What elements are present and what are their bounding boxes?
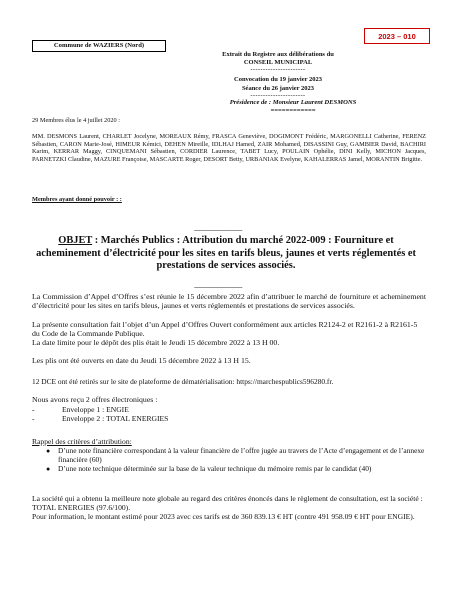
envelope-2: [32, 414, 168, 423]
reference-box: 2023 – 010: [364, 28, 430, 44]
members-proxy: Membres ayant donné pouvoir : :: [32, 196, 122, 203]
members-count: 29 Membres élus le 4 juillet 2020 :: [32, 117, 120, 124]
objet-rule-bottom: --------------------------------: [194, 285, 242, 291]
envelope-2-text: Enveloppe 2 : TOTAL ENERGIES: [62, 414, 169, 423]
register-header: [218, 51, 338, 99]
commune-box: Commune de WAZIERS (Nord): [32, 40, 166, 52]
criteria-item-text: D’une note technique déterminée sur la base de la valeur technique du mémoire remis par le candidat (40): [58, 463, 372, 473]
members-list: MM. DESMONS Laurent, CHARLET Jocelyne, MOREAUX Rémy, FRASCA Geneviève, DOGIMONT Frédéric, MARGONELLI Catherine, FERENZ Sébastien, CARON Marie-José, HIMEUR Kémici, DEHEN Mireille, IDLHAJ Hamed, ZAIR Mohamed, DISASSINI Guy, GAMBIER David, BACHIRI Karim, KERRAR Maggy, CINQUEMANI Sébastien, CORDIER Laurence, TABET Lucy, POULAIN Ophélie, DINI Kelly, MICHON Jacques, PARNETZKI Claudine, MAZURE Françoise, MASCARTE Roger, DESORT Betty, URBANIAK Evelyne, KAHALERRAS Jamel, MORANTIN Brigitte.: [32, 133, 426, 163]
criteria-item: [46, 465, 426, 474]
objet-heading: [30, 235, 422, 273]
presidency-text: Présidence de : Monsieur Laurent DESMONS: [229, 99, 357, 106]
session-date: Séance du 26 janvier 2023: [241, 84, 315, 92]
paragraph-winner: La société qui a obtenu la meilleure note globale au regard des critères énoncés dans le règlement de consultation, est la société : TOTAL ENERGIES (97.6/100).: [32, 494, 423, 512]
criteria-item-text: D’une note financière correspondant à la valeur financière de l’offre jugée au travers de l’Acte d’engagement et de l’annexe financière (60): [58, 446, 425, 464]
objet-text: : Marchés Publics : Attribution du marché 2022-009 : Fourniture et acheminement d’électricité pour les sites en tarifs bleus, jaunes et verts réglementés et prestations de services associés.: [36, 235, 416, 272]
criteria-list: [46, 447, 426, 473]
paragraph-dce: 12 DCE ont été retirés sur le site de plateforme de dématérialisation: https://marchespublics596280.fr.: [32, 377, 334, 386]
paragraph-consultation: La présente consultation fait l’objet d’un Appel d’Offres Ouvert conformément aux articles R2124-2 et R2161-2 à R2161-5 du Code de la Commande Publique.: [32, 320, 418, 339]
council-title: CONSEIL MUNICIPAL: [243, 59, 313, 67]
objet-label: OBJET: [58, 235, 93, 246]
objet-rule-top: --------------------------------: [194, 228, 242, 234]
paragraph-opening: Les plis ont été ouverts en date du Jeudi 15 décembre 2022 à 13 H 15.: [32, 356, 251, 365]
dash: -: [32, 414, 35, 423]
paragraph-commission: La Commission d’Appel d’Offres s’est réunie le 15 décembre 2022 afin d’attribuer le marché de fourniture et acheminement d’électricité pour les sites en tarifs bleus, jaunes et verts réglementés et prestations de services associés.: [32, 292, 426, 311]
register-line-1: Extrait du Registre aux délibérations du: [222, 51, 334, 58]
presidency-rule: ============: [270, 107, 316, 114]
envelope-1: [32, 405, 129, 414]
dash: -: [32, 405, 35, 414]
bullet-disc-icon: ●: [46, 447, 51, 455]
convocation-date: Convocation du 19 janvier 2023: [234, 76, 322, 84]
paragraph-estimate: Pour information, le montant estimé pour 2023 avec ces tarifs est de 360 839.13 € HT (contre 491 958.09 € HT pour ENGIE).: [32, 512, 415, 521]
paragraph-deadline: La date limite pour le dépôt des plis était le Jeudi 15 décembre 2022 à 13 H 00.: [32, 338, 280, 347]
bullet-disc-icon: ●: [46, 464, 51, 473]
criteria-item: [46, 447, 426, 465]
paragraph-offers: Nous avons reçu 2 offres électroniques :: [32, 395, 158, 404]
envelope-1-text: Enveloppe 1 : ENGIE: [62, 405, 129, 414]
presidency: [218, 99, 368, 115]
separator: ----------------------: [250, 67, 306, 74]
criteria-title: Rappel des critères d’attribution:: [32, 437, 132, 446]
separator: ----------------------: [250, 92, 306, 99]
